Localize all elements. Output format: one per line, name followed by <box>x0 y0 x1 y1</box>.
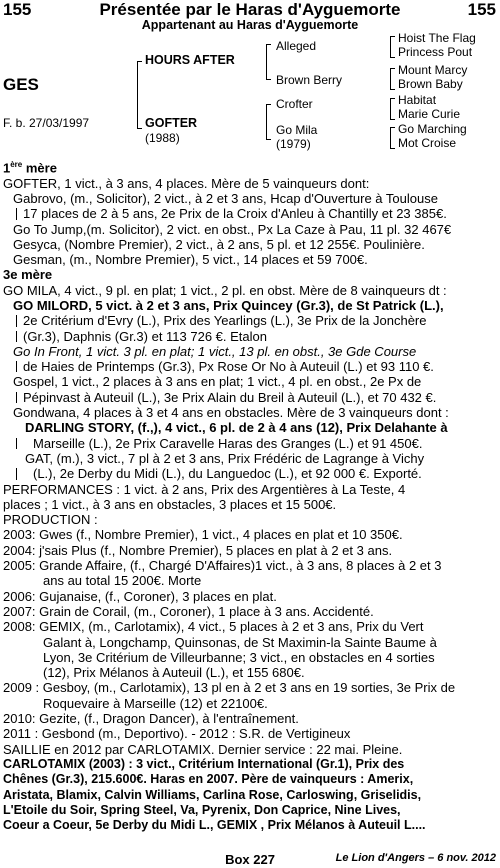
production-line: PRODUCTION : <box>3 512 98 528</box>
bracket-line <box>390 68 391 90</box>
bracket-line <box>390 36 391 58</box>
dam-dam-year: (1979) <box>276 137 311 151</box>
second-dam-line: GO MILA, 4 vict., 9 pl. en plat; 1 vict., 2 pl. en obst. Mère de 8 vainqueurs dt : <box>3 282 447 298</box>
bracket-line <box>266 139 271 140</box>
production-line: Galant à, Longchamp, Quinsonas, de St Maximin-la Sainte Baume à <box>43 634 437 650</box>
production-line: ans au total 15 200€. Morte <box>43 573 202 589</box>
production-line: 2003: Gwes (f., Nombre Premier), 1 vict., 4 places en plat et 10 350€. <box>3 527 403 543</box>
bracket-line <box>390 119 395 120</box>
first-dam-line: Gesyca, (Nombre Premier), 2 vict., à 2 ans, 5 pl. et 12 255€. Poulinière. <box>13 236 425 252</box>
dam-dam: Go Mila <box>276 123 318 137</box>
saillie-line: SAILLIE en 2012 par CARLOTAMIX. Dernier service : 22 mai. Pleine. <box>3 741 403 757</box>
second-dam-line: 2e Critérium d'Evry (L.), Prix des Yearlings (L.), 3e Prix de la Jonchère <box>3 313 497 328</box>
bracket-line <box>390 127 391 149</box>
catalogue-body <box>3 157 497 833</box>
production-line: (12), Prix Mélanos à Auteuil (L.), et 155 680€. <box>43 665 305 681</box>
production-line: 2004: j'sais Plus (f., Nombre Premier), 5 places en plat à 2 et 3 ans. <box>3 542 393 558</box>
ggp-3: Mount Marcy <box>398 63 468 77</box>
bracket-line <box>137 128 142 129</box>
first-dam-line: Gabrovo, (m., Solicitor), 2 vict., à 2 et 3 ans, Hcap d'Ouverture à Toulouse <box>13 190 438 206</box>
ggp-4: Brown Baby <box>398 77 463 91</box>
first-dam-heading: 1ère mère <box>3 160 57 176</box>
stallion-note-line: Aristata, Blamix, Calvin Williams, Carlina Rose, Carloswing, Griselidis, <box>3 787 422 802</box>
first-dam-line: 17 places de 2 à 5 ans, 2e Prix de la Croix d'Anleu à Chantilly et 23 385€. <box>3 206 497 221</box>
lot-number-right: 155 <box>467 0 496 19</box>
bracket-line <box>390 127 395 128</box>
bracket-line <box>266 44 271 45</box>
bracket-line <box>390 89 395 90</box>
bracket-line <box>266 44 267 80</box>
bracket-line <box>266 104 271 105</box>
performances-line: PERFORMANCES : 1 vict. à 2 ans, Prix des Argentières à La Teste, 4 <box>3 481 406 497</box>
page-title: Présentée par le Haras d'Ayguemorte <box>99 0 401 19</box>
sire-name: HOURS AFTER <box>145 53 235 67</box>
production-line: Roquevaire à Marseille (12) et 22100€. <box>43 695 268 711</box>
lot-number-left: 155 <box>3 0 32 19</box>
production-line: 2010: Gezite, (f., Dragon Dancer), à l'entraînement. <box>3 711 299 727</box>
stallion-note-line: L'Etoile du Soir, Spring Steel, Va, Pyrenix, Don Caprice, Nine Lives, <box>3 802 401 817</box>
second-dam-line: (L.), 2e Derby du Midi (L.), du Languedoc (L.), et 92 000 €. Exporté. <box>3 466 497 481</box>
sire-sire: Alleged <box>276 39 317 53</box>
performances-line: places ; 1 vict., à 3 ans en obstacles, 3 places et 15 500€. <box>3 496 337 512</box>
production-line: 2008: GEMIX, (m., Carlotamix), 4 vict., 5 places à 2 et 3 ans, Prix du Vert <box>3 619 424 635</box>
stallion-note-line: Chênes (Gr.3), 215.600€. Haras en 2007. Père de vainqueurs : Amerix, <box>3 772 414 787</box>
stallion-note-line: CARLOTAMIX (2003) : 3 vict., Critérium International (Gr.1), Prix des <box>3 756 405 771</box>
bracket-line <box>390 98 395 99</box>
bracket-line <box>390 98 391 120</box>
ggp-5: Habitat <box>398 93 437 107</box>
first-dam-line: Gesman, (m., Nombre Premier), 5 vict., 14 places et 59 700€. <box>13 252 368 268</box>
second-dam-line: de Haies de Printemps (Gr.3), Px Rose Or No à Auteuil (L.) et 93 110 €. <box>3 359 497 374</box>
second-dam-heading: 3e mère <box>3 267 53 283</box>
second-dam-line: GAT, (m.), 3 vict., 7 pl à 2 et 3 ans, Prix Frédéric de Lagrange à Vichy <box>25 450 425 466</box>
production-line: 2006: Gujanaise, (f., Coroner), 3 places en plat. <box>3 588 277 604</box>
second-dam-line: Gospel, 1 vict., 2 places à 3 ans en plat; 1 vict., 4 pl. en obst., 2e Px de <box>13 374 422 390</box>
second-dam-line: Gondwana, 4 places à 3 et 4 ans en obstacles. Mère de 3 vainqueurs dont : <box>13 405 449 421</box>
bracket-line <box>266 104 267 140</box>
second-dam-line: DARLING STORY, (f.,), 4 vict., 6 pl. de 2 à 4 ans (12), Prix Delahante à <box>25 420 448 436</box>
bracket-line <box>390 36 395 37</box>
first-dam-line: GOFTER, 1 vict., à 3 ans, 4 places. Mère de 5 vainqueurs dont: <box>3 175 370 191</box>
stallion-note-line: Coeur a Coeur, 5e Derby du Midi L., GEMIX , Prix Mélanos à Auteuil L.... <box>3 818 426 833</box>
bracket-line <box>137 61 138 129</box>
page-footer <box>0 852 500 868</box>
first-dam-line: Go To Jump,(m. Solicitor), 2 vict. en obst., Px La Caze à Pau, 11 pl. 32 467€ <box>13 221 452 237</box>
second-dam-line: GO MILORD, 5 vict. à 2 et 3 ans, Prix Quincey (Gr.3), de St Patrick (L.), <box>13 298 444 313</box>
bracket-line <box>137 61 142 62</box>
second-dam-line: Pépinvast à Auteuil (L.), 3e Prix Alain du Breil à Auteuil (L.), et 70 432 €. <box>3 390 497 405</box>
dam-name: GOFTER <box>145 116 198 130</box>
bracket-line <box>266 79 271 80</box>
ggp-6: Marie Curie <box>398 107 461 121</box>
bracket-line <box>390 57 395 58</box>
sire-dam: Brown Berry <box>276 73 343 87</box>
ggp-7: Go Marching <box>398 122 467 136</box>
pedigree-table <box>0 31 500 156</box>
production-line: 2009 : Gesboy, (m., Carlotamix), 13 pl en à 2 et 3 ans en 19 sorties, 3e Prix de <box>3 680 456 696</box>
sale-location-date: Le Lion d'Angers – 6 nov. 2012 <box>335 852 496 864</box>
production-line: 2011 : Gesbond (m., Deportivo). - 2012 : S.R. de Vertigineux <box>3 726 351 742</box>
second-dam-line: (Gr.3), Daphnis (Gr.3) et 113 726 €. Etalon <box>3 329 497 344</box>
production-line: 2007: Grain de Corail, (m., Coroner), 1 place à 3 ans. Accidenté. <box>3 603 374 619</box>
ggp-8: Mot Croise <box>398 136 457 150</box>
ggp-1: Hoist The Flag <box>398 31 476 45</box>
bracket-line <box>390 148 395 149</box>
dam-year: (1988) <box>145 131 180 145</box>
horse-name: GES <box>3 75 39 94</box>
horse-info: F. b. 27/03/1997 <box>3 116 90 130</box>
bracket-line <box>390 68 395 69</box>
production-line: Lyon, 3e Critérium de Villeurbanne; 3 vict., en obstacles en 4 sorties <box>43 649 435 665</box>
owner-line: Appartenant au Haras d'Ayguemorte <box>141 18 359 32</box>
second-dam-line: Marseille (L.), 2e Prix Caravelle Haras des Granges (L.) et 91 450€. <box>3 436 497 451</box>
ggp-2: Princess Pout <box>398 45 473 59</box>
production-line: 2005: Grande Affaire, (f., Chargé D'Affaires)1 vict., à 3 ans, 8 places à 2 et 3 <box>3 558 442 574</box>
dam-sire: Crofter <box>276 97 313 111</box>
second-dam-line: Go In Front, 1 vict. 3 pl. en plat; 1 vict., 13 pl. en obst., 3e Gde Course <box>13 343 417 359</box>
box-number: Box 227 <box>225 852 275 867</box>
